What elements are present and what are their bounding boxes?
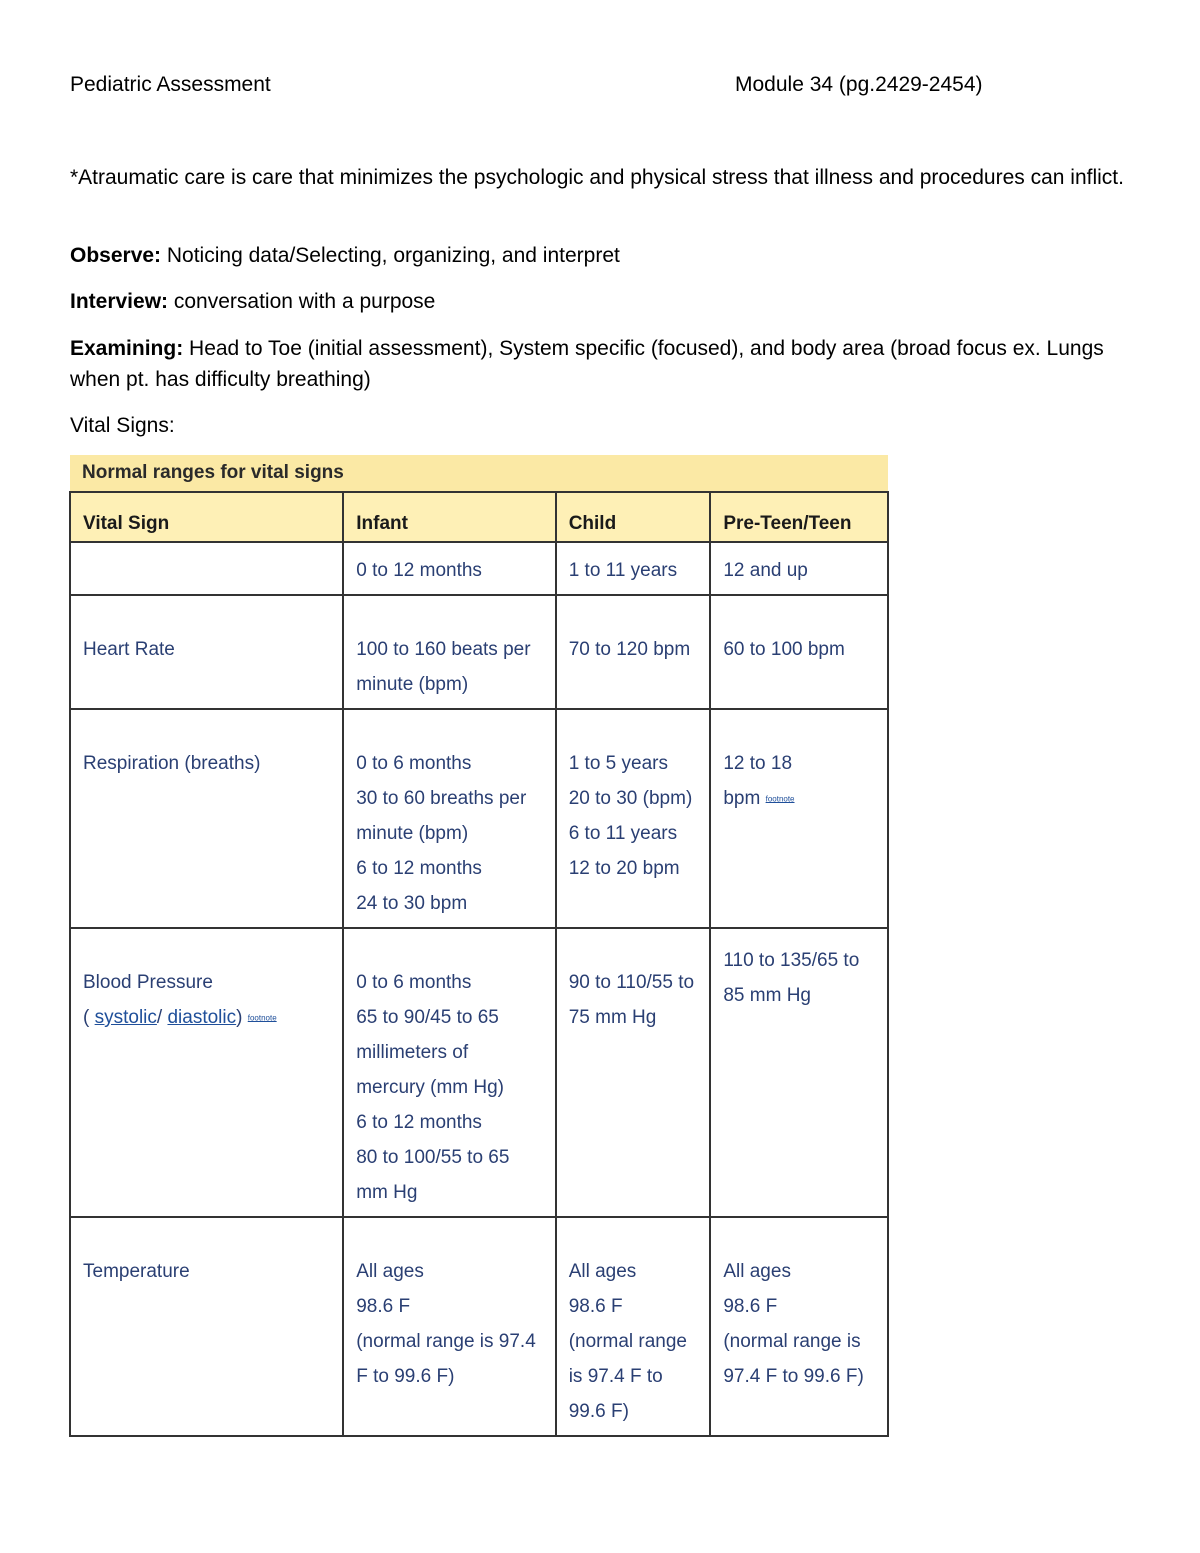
interview-label: Interview: [70, 290, 169, 313]
respiration-teen-line [723, 781, 879, 816]
table-caption-row [70, 455, 888, 492]
bp-infant-line: millimeters of [356, 1042, 469, 1063]
temp-teen-line: 97.4 F to 99.6 F) [723, 1366, 864, 1387]
respiration-teen-unit: bpm [723, 788, 761, 809]
age-teen: 12 and up [710, 542, 888, 595]
interview-paragraph [70, 286, 1130, 317]
temp-child-line: is 97.4 F to [568, 1366, 663, 1387]
bp-teen-line: 110 to 135/65 to [723, 950, 860, 971]
bp-infant-line: 80 to 100/55 to 65 [356, 1147, 510, 1168]
temp-child-line: (normal range [568, 1331, 687, 1352]
systolic-link[interactable]: systolic [94, 1007, 157, 1028]
respiration-infant [343, 709, 555, 928]
examining-label: Examining: [70, 337, 184, 360]
heart-rate-teen: 60 to 100 bpm [710, 595, 888, 709]
observe-text: Noticing data/Selecting, organizing, and interpret [161, 244, 620, 267]
age-row-label [70, 542, 343, 595]
header-infant: Infant [343, 492, 555, 542]
blood-pressure-title: Blood Pressure [83, 972, 213, 993]
respiration-label: Respiration (breaths) [70, 709, 343, 928]
blood-pressure-label [70, 928, 343, 1217]
age-infant: 0 to 12 months [343, 542, 555, 595]
table-row-age-ranges [70, 542, 888, 595]
bp-infant-line: 65 to 90/45 to 65 [356, 1007, 499, 1028]
respiration-teen [710, 709, 888, 928]
respiration-child-line: 12 to 20 bpm [568, 858, 680, 879]
heart-rate-child: 70 to 120 bpm [556, 595, 711, 709]
table-row-temperature [70, 1217, 888, 1436]
header-teen: Pre-Teen/Teen [710, 492, 888, 542]
respiration-infant-line: 0 to 6 months [356, 753, 472, 774]
vital-signs-table [69, 455, 889, 1437]
temp-child-line: All ages [568, 1261, 637, 1282]
bp-child-line: 75 mm Hg [568, 1007, 657, 1028]
footnote-link[interactable]: footnote [247, 1013, 277, 1023]
paren-open: ( [83, 1007, 95, 1028]
respiration-child-line: 6 to 11 years [568, 823, 678, 844]
table-caption: Normal ranges for vital signs [70, 455, 888, 492]
observe-paragraph [70, 240, 1130, 271]
heart-rate-infant-line: 100 to 160 beats per [356, 639, 531, 660]
bp-infant-line: mercury (mm Hg) [356, 1077, 505, 1098]
respiration-infant-line: minute (bpm) [356, 823, 469, 844]
slash: / [156, 1007, 168, 1028]
temp-teen-line: (normal range is [723, 1331, 861, 1352]
atraumatic-care-paragraph: *Atraumatic care is care that minimizes the psychologic and physical stress that illness and procedures can inflict. [70, 166, 1124, 189]
table-row-respiration [70, 709, 888, 928]
interview-text: conversation with a purpose [168, 290, 436, 313]
examining-paragraph [70, 333, 1130, 395]
document-title: Pediatric Assessment [70, 73, 271, 96]
temp-child-line: 98.6 F [568, 1296, 623, 1317]
observe-label: Observe: [70, 244, 162, 267]
temp-child-line: 99.6 F) [568, 1401, 629, 1422]
temp-infant-line: 98.6 F [356, 1296, 411, 1317]
respiration-teen-line: 12 to 18 [723, 753, 793, 774]
header-child: Child [556, 492, 711, 542]
bp-infant-line: mm Hg [356, 1182, 418, 1203]
bp-infant-line: 6 to 12 months [356, 1112, 482, 1133]
heart-rate-label: Heart Rate [70, 595, 343, 709]
respiration-infant-line: 24 to 30 bpm [356, 893, 468, 914]
vital-signs-heading: Vital Signs: [70, 414, 175, 437]
table-header-row [70, 492, 888, 542]
header-vital-sign: Vital Sign [70, 492, 343, 542]
heart-rate-infant [343, 595, 555, 709]
examining-text: Head to Toe (initial assessment), System specific (focused), and body area (broad focus ex. Lungs when pt. has difficulty breathing) [70, 337, 1104, 391]
temperature-child [556, 1217, 711, 1436]
footnote-link[interactable]: footnote [765, 794, 795, 804]
temp-infant-line: (normal range is 97.4 [356, 1331, 536, 1352]
diastolic-link[interactable]: diastolic [167, 1007, 237, 1028]
respiration-child-line: 20 to 30 (bpm) [568, 788, 693, 809]
temperature-label: Temperature [70, 1217, 343, 1436]
age-child: 1 to 11 years [556, 542, 711, 595]
bp-teen-line: 85 mm Hg [723, 985, 811, 1006]
table-row-blood-pressure [70, 928, 888, 1217]
module-reference: Module 34 (pg.2429-2454) [735, 73, 983, 96]
temp-teen-line: 98.6 F [723, 1296, 778, 1317]
blood-pressure-child [556, 928, 711, 1217]
temperature-infant [343, 1217, 555, 1436]
temp-teen-line: All ages [723, 1261, 791, 1282]
blood-pressure-subtitle [83, 1000, 334, 1035]
respiration-child-line: 1 to 5 years [568, 753, 668, 774]
temperature-teen [710, 1217, 888, 1436]
respiration-infant-line: 6 to 12 months [356, 858, 482, 879]
blood-pressure-teen [710, 928, 888, 1217]
heart-rate-infant-line: minute (bpm) [356, 674, 469, 695]
respiration-child [556, 709, 711, 928]
bp-infant-line: 0 to 6 months [356, 972, 472, 993]
temp-infant-line: F to 99.6 F) [356, 1366, 455, 1387]
respiration-infant-line: 30 to 60 breaths per [356, 788, 527, 809]
temp-infant-line: All ages [356, 1261, 424, 1282]
bp-child-line: 90 to 110/55 to [568, 972, 695, 993]
paren-close: ) [236, 1007, 243, 1028]
blood-pressure-infant [343, 928, 555, 1217]
table-row-heart-rate [70, 595, 888, 709]
